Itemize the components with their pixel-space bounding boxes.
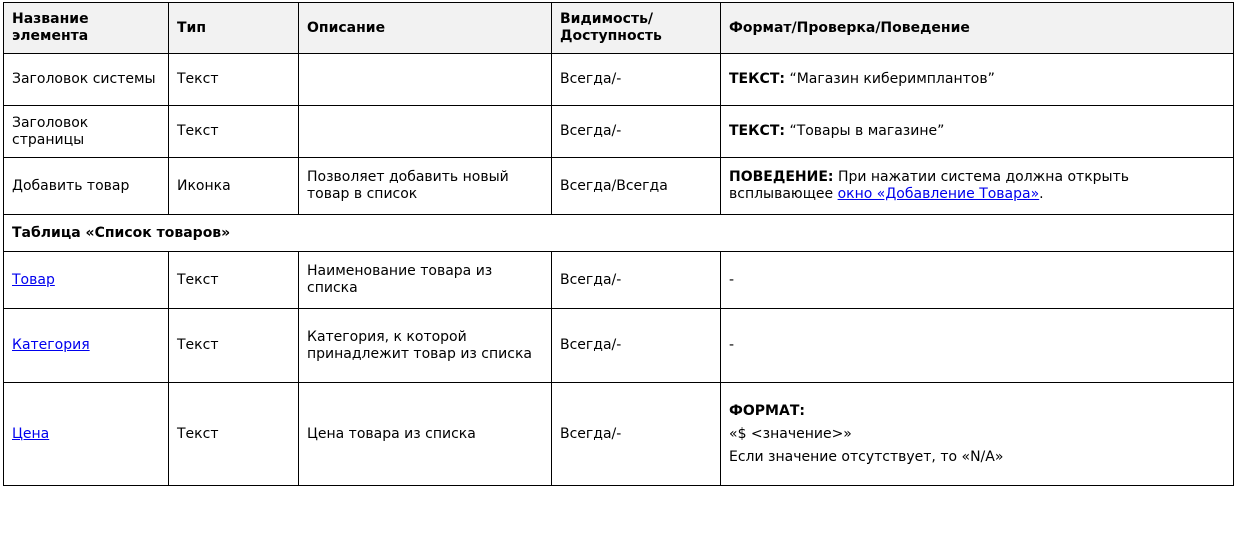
cell-type: Текст	[169, 106, 299, 158]
cell-visibility: Всегда/-	[552, 383, 721, 486]
add-item-dialog-link[interactable]: окно «Добавление Товара»	[837, 186, 1040, 202]
cell-type: Текст	[169, 252, 299, 309]
cell-type: Текст	[169, 54, 299, 106]
cell-name: Заголовок системы	[4, 54, 169, 106]
price-link[interactable]: Цена	[12, 425, 50, 442]
cell-visibility: Всегда/-	[552, 309, 721, 383]
header-type: Тип	[169, 3, 299, 54]
cell-description: Наименование товара из списка	[299, 252, 552, 309]
format-line-template: «$ <значение>»	[729, 425, 852, 442]
item-link[interactable]: Товар	[12, 271, 55, 288]
cell-type: Текст	[169, 309, 299, 383]
section-title: Таблица «Список товаров»	[4, 215, 1234, 252]
header-visibility: Видимость/Доступность	[552, 3, 721, 54]
cell-description	[299, 54, 552, 106]
header-format: Формат/Проверка/Поведение	[721, 3, 1234, 54]
cell-name	[4, 309, 169, 383]
table-header-row	[4, 3, 1234, 54]
cell-visibility: Всегда/-	[552, 252, 721, 309]
cell-name	[4, 383, 169, 486]
cell-description: Цена товара из списка	[299, 383, 552, 486]
format-text: При нажатии система должна открыть всплывающее	[729, 169, 1129, 202]
cell-description: Позволяет добавить новый товар в список	[299, 158, 552, 215]
cell-type: Текст	[169, 383, 299, 486]
cell-format	[721, 158, 1234, 215]
cell-format	[721, 54, 1234, 106]
format-tail: .	[1039, 186, 1044, 202]
format-text: “Магазин киберимплантов”	[789, 71, 995, 87]
cell-format	[721, 383, 1234, 486]
table-row-system-title	[4, 54, 1234, 106]
cell-name: Заголовок страницы	[4, 106, 169, 158]
cell-description: Категория, к которой принадлежит товар из списка	[299, 309, 552, 383]
table-row-add-item	[4, 158, 1234, 215]
table-row-category	[4, 309, 1234, 383]
format-label: ТЕКСТ:	[729, 123, 785, 139]
format-label: ПОВЕДЕНИЕ:	[729, 169, 834, 185]
category-link[interactable]: Категория	[12, 337, 90, 353]
header-description: Описание	[299, 3, 552, 54]
cell-visibility: Всегда/-	[552, 106, 721, 158]
cell-name	[4, 252, 169, 309]
cell-description	[299, 106, 552, 158]
cell-name: Добавить товар	[4, 158, 169, 215]
cell-visibility: Всегда/Всегда	[552, 158, 721, 215]
cell-type: Иконка	[169, 158, 299, 215]
cell-visibility: Всегда/-	[552, 54, 721, 106]
cell-format: -	[721, 309, 1234, 383]
table-row-page-title	[4, 106, 1234, 158]
table-row-item	[4, 252, 1234, 309]
cell-format: -	[721, 252, 1234, 309]
table-row-price	[4, 383, 1234, 486]
header-element-name: Название элемента	[4, 3, 169, 54]
format-label: ФОРМАТ:	[729, 402, 805, 419]
format-label: ТЕКСТ:	[729, 71, 785, 87]
format-text: “Товары в магазине”	[789, 123, 945, 139]
format-line-fallback: Если значение отсутствует, то «N/A»	[729, 448, 1004, 465]
table-section-row	[4, 215, 1234, 252]
cell-format	[721, 106, 1234, 158]
ui-spec-table	[3, 2, 1234, 486]
